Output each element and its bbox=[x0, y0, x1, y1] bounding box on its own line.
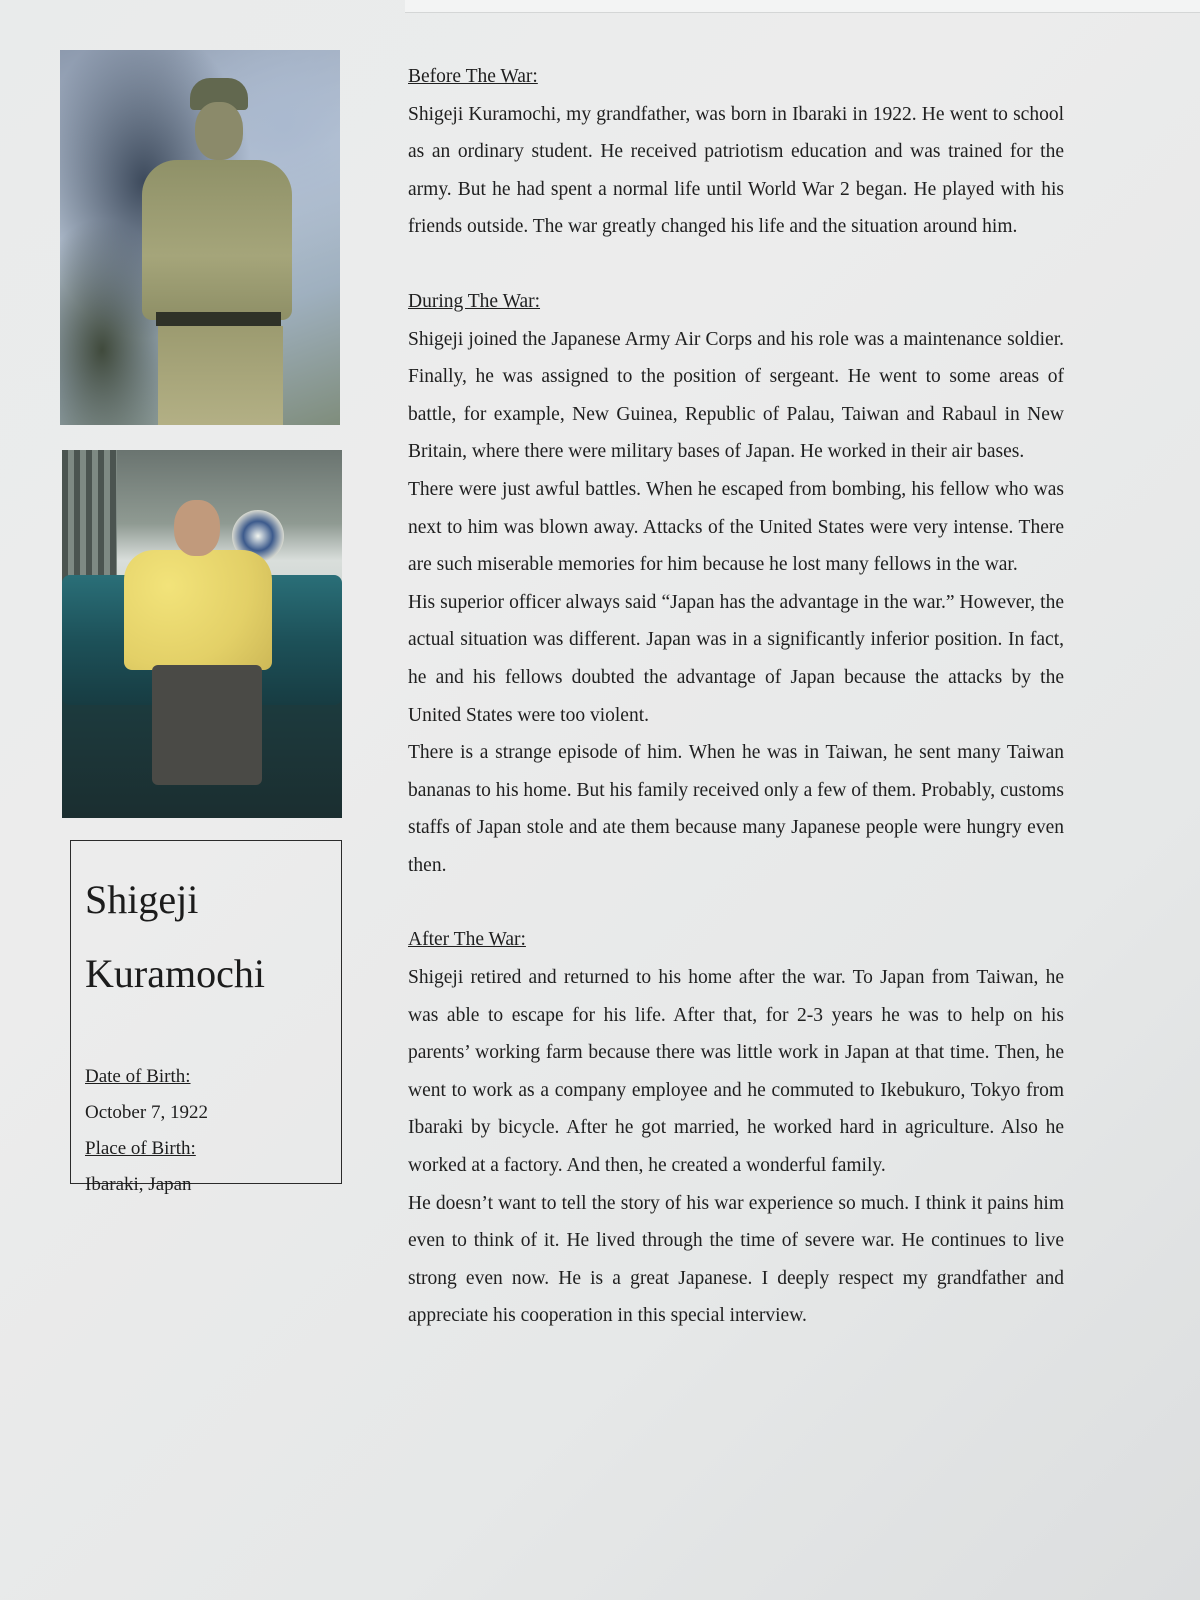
profile-details bbox=[85, 1059, 327, 1203]
profile-last-name: Kuramochi bbox=[85, 951, 265, 996]
soldier-portrait-photo bbox=[60, 50, 340, 425]
photo-detail-head bbox=[174, 500, 220, 556]
photo-detail-uniform bbox=[142, 160, 292, 320]
dob-value: October 7, 1922 bbox=[85, 1102, 208, 1123]
section-heading-during: During The War: bbox=[408, 290, 541, 312]
pob-label: Place of Birth: bbox=[85, 1138, 196, 1159]
section-spacer bbox=[408, 884, 1064, 921]
paragraph: Shigeji Kuramochi, my grandfather, was born in Ibaraki in 1922. He went to school as an ordinary student. He received patriotism education and was trained for the army. But he had spent a normal life until World War 2 began. He played with his friends outside. The war greatly changed his life and the situation around him. bbox=[408, 103, 1064, 238]
pob-value: Ibaraki, Japan bbox=[85, 1174, 192, 1195]
photo-detail-belt bbox=[156, 312, 281, 326]
section-spacer bbox=[408, 246, 1064, 283]
section-heading-after: After The War: bbox=[408, 929, 526, 951]
profile-first-name: Shigeji bbox=[85, 877, 199, 922]
section-heading-before: Before The War: bbox=[408, 66, 538, 87]
paper-edge bbox=[405, 0, 1200, 13]
photo-detail-legs bbox=[158, 326, 283, 425]
seated-portrait-photo bbox=[62, 450, 342, 818]
paragraph: His superior officer always said “Japan has the advantage in the war.” However, the actual situation was different. Japan was in a significantly inferior position. In fact, he and his fellows doubted the advantage of Japan because the attacks by the United States were too violent. bbox=[408, 591, 1064, 726]
photo-detail-pants bbox=[152, 665, 262, 785]
paragraph: There were just awful battles. When he escaped from bombing, his fellow who was next to him was blown away. Attacks of the United States were very intense. There are such miserable memories for him because he lost many fellows in the war. bbox=[408, 478, 1064, 576]
paragraph: There is a strange episode of him. When he was in Taiwan, he sent many Taiwan bananas to his home. But his family received only a few of them. Probably, customs staffs of Japan stole and ate them because many Japanese people were hungry even then. bbox=[408, 742, 1064, 876]
profile-card bbox=[70, 840, 342, 1195]
photo-detail-shirt bbox=[124, 550, 272, 670]
paragraph: He doesn’t want to tell the story of his war experience so much. I think it pains him even to think of it. He lived through the time of severe war. He continues to live strong even now. He is a great Japanese. I deeply respect my grandfather and appreciate his cooperation in this special interview. bbox=[408, 1192, 1064, 1327]
biography-text bbox=[408, 58, 1064, 1335]
paragraph: Shigeji joined the Japanese Army Air Corps and his role was a maintenance soldier. Finally, he was assigned to the position of sergeant. He went to some areas of battle, for example, New Guinea, Republic of Palau, Taiwan and Rabaul in New Britain, where there were military bases of Japan. He worked in their air bases. bbox=[408, 328, 1064, 463]
photo-detail-head bbox=[195, 102, 243, 160]
paragraph: Shigeji retired and returned to his home after the war. To Japan from Taiwan, he was able to escape for his life. After that, for 2-3 years he was to help on his parents’ working farm because there was little work in Japan at that time. Then, he went to work as a company employee and he commuted to Ikebukuro, Tokyo from Ibaraki by bicycle. After he got married, he worked hard in agriculture. Also he worked at a factory. And then, he created a wonderful family. bbox=[408, 967, 1064, 1177]
dob-label: Date of Birth: bbox=[85, 1066, 191, 1087]
photo-detail-curtain bbox=[62, 450, 117, 590]
